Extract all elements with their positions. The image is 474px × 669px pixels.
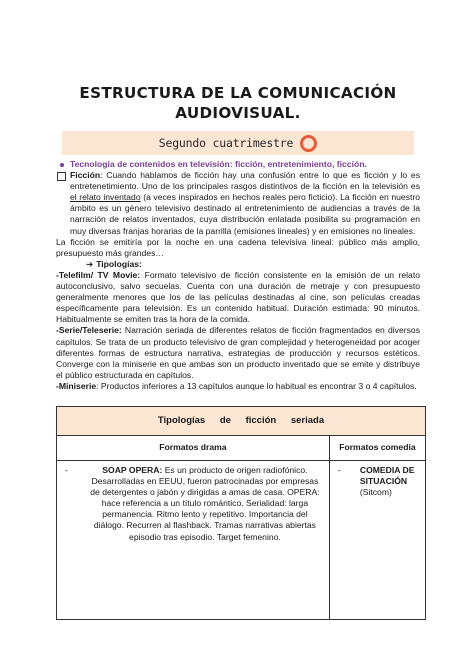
column-header-drama: Formatos drama — [57, 435, 330, 460]
serie-text: Narración seriada de diferentes relatos de ficción fragmentados en diversos capítulos. Se trata de un producto televisivo de gran complejidad y heterogeneidad por acoger diferentes formas de estructura narrativa, estrategias de producción y recursos estéticos. Converge con la miniserie en que ambas son un producto inventado que se emite y distribuye el público estructurada en capítulos. — [56, 325, 420, 380]
serie-label: -Serie/Teleserie: — [56, 325, 122, 336]
paragraph-emision: La ficción se emitiría por la noche en una cadena televisiva lineal: público más amplio, presupuesto más grandes… — [56, 236, 420, 258]
sitcom-description: (Sitcom) — [359, 487, 392, 498]
ring-icon — [300, 135, 317, 152]
tipologias-label: Tipologías: — [96, 258, 142, 269]
arrow-right-icon: ➔ — [86, 258, 94, 269]
ficcion-text-b: (a veces inspirados en hechos reales pero ficticio). La ficción en nuestro ámbito es un género televisivo destinado al entretenimiento de audiencias a través de la narración de relatos inventados, cuya distribución enlatada posibilita su programación en muy diversas franjas horarias de la parrilla (emisiones lineales) y en emisiones no lineales. — [70, 192, 420, 236]
paragraph-serie — [56, 325, 420, 380]
sitcom-text — [360, 465, 419, 498]
sitcom-label: COMEDIA DE SITUACIÓN — [359, 464, 415, 487]
document-title — [56, 83, 420, 123]
ficcion-text-a: : Cuando hablamos de ficción hay una confusión entre lo que es ficción y lo es entretenetimiento. Uno de los principales rasgos distintivos de la ficción en la televisión es — [70, 170, 420, 192]
soap-opera-description: Es un producto de origen radiofónico. Desarrolladas en EEUU, fueron patrocinadas por empresas de detergentes o jabón y dirigidas a amas de casa. OPERA: hace referencia a un título romántico. Serialidad: larga permanencia. Ritmo lento y repetitivo. Importancia del diálogo. Recurren al flashback. Tramas narrativas abiertas episodio tras episodio. Target femenino. — [90, 464, 320, 542]
bullet-item — [56, 159, 420, 170]
miniserie-label: -Miniserie — [56, 380, 97, 391]
document-page — [56, 83, 420, 620]
telefilm-text: Formato televisivo de ficción consistente en la emisión de un relato autoconclusivo, salvo secuelas. Cuenta con una duración de metraje y con presupuesto generalmente menores que los de las películas destinadas al cine, son películas creadas específicamente para televisión. Es un contenido habitual. Duración estimada: 90 minutos. Habitualmente se emiten tras la hora de la comida. — [56, 269, 421, 325]
ficcion-item — [56, 170, 420, 237]
ficcion-underline: el relato inventado — [70, 192, 141, 203]
table-cell-comedia — [329, 460, 425, 619]
semester-banner — [62, 131, 414, 155]
miniserie-text: : Productos inferiores a 13 capítulos aunque lo habitual es encontrar 3 o 4 capítulos. — [96, 380, 417, 391]
soap-opera-label: SOAP OPERA: — [102, 464, 163, 475]
banner-text: Segundo cuatrimestre — [158, 136, 294, 150]
column-header-comedia: Formatos comedia — [329, 435, 425, 460]
dash-marker: - — [337, 464, 341, 475]
dash-marker: - — [65, 464, 68, 475]
title-line-1: ESTRUCTURA DE LA COMUNICACIÓN — [79, 84, 397, 102]
soap-opera-text — [87, 465, 323, 543]
ficcion-label: Ficción — [70, 170, 101, 181]
paragraph-telefilm — [56, 270, 420, 325]
checkbox-icon — [57, 172, 66, 181]
document-body — [56, 159, 420, 392]
bullet-text: Tecnología de contenidos en televisión: ficción, entretenimiento, ficción. — [70, 159, 367, 169]
paragraph-miniserie — [56, 381, 420, 392]
telefilm-label: -Telefilm/ TV Movie: — [56, 269, 141, 280]
tipologias-table — [56, 406, 426, 620]
title-line-2: AUDIOVISUAL. — [175, 104, 301, 122]
table-header: Tipologías de ficción seriada — [57, 406, 426, 435]
table-cell-drama — [57, 460, 330, 619]
bullet-dot-icon — [60, 163, 64, 167]
tipologias-heading — [56, 259, 420, 270]
